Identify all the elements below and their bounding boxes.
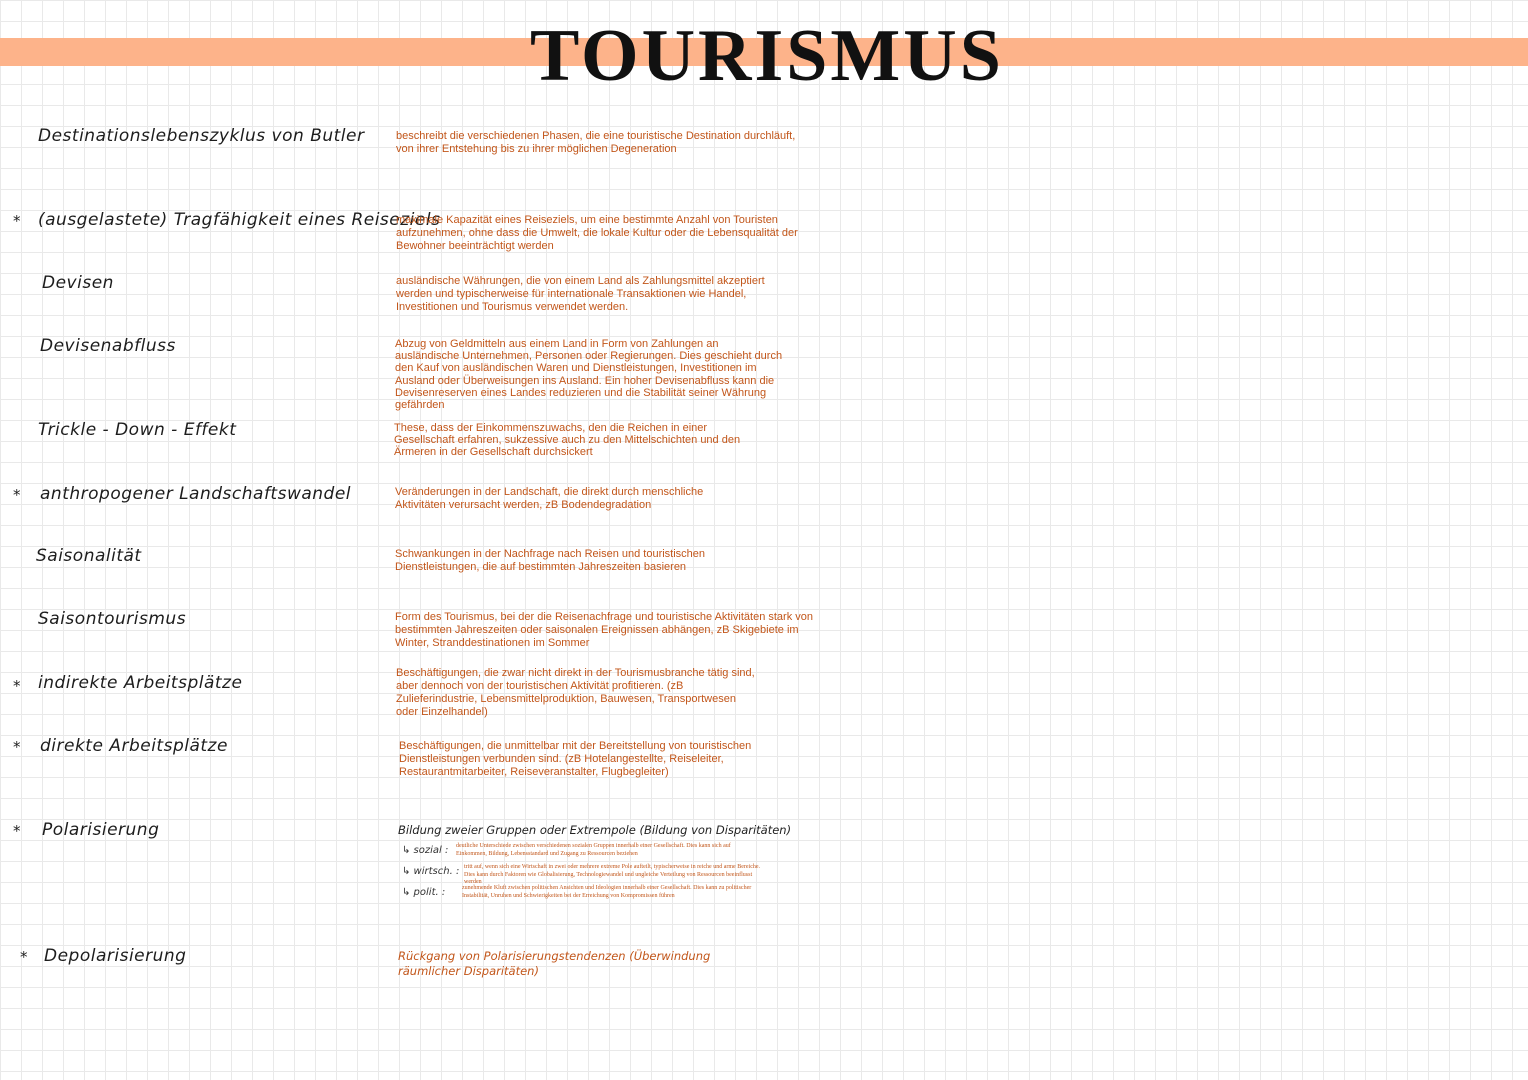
sub-label: ↳ sozial :: [402, 845, 449, 856]
term: direkte Arbeitsplätze: [40, 736, 228, 756]
asterisk-marker: *: [13, 738, 21, 756]
asterisk-marker: *: [13, 212, 21, 230]
asterisk-marker: *: [13, 677, 21, 695]
definition: ausländische Währungen, die von einem Land als Zahlungsmittel akzeptiert werden und typischerweise für internationale Transaktionen wie Handel, Investitionen und Tourismus verwendet werden.: [396, 275, 765, 313]
sub-item-sozial: [398, 843, 778, 864]
term: Devisenabfluss: [40, 336, 176, 356]
definition: maximale Kapazität eines Reiseziels, um eine bestimmte Anzahl von Touristen aufzunehmen, ohne dass die Umwelt, die lokale Kultur oder die Lebensqualität der Bewohner beeinträchtigt werden: [396, 214, 798, 252]
term: (ausgelastete) Tragfähigkeit eines Reiseziels: [38, 210, 441, 230]
definition: Beschäftigungen, die zwar nicht direkt in der Tourismusbranche tätig sind, aber dennoch von der touristischen Aktivität profitieren. (zB Zulieferindustrie, Lebensmittelproduktion, Bauwesen, Transportwesen oder Einzelhandel): [396, 667, 755, 718]
definition: These, dass der Einkommenszuwachs, den die Reichen in einer Gesellschaft erfahren, sukzessive auch zu den Mittelschichten und den Ärmeren in der Gesellschaft durchsickert: [394, 422, 741, 459]
asterisk-marker: *: [13, 486, 21, 504]
sub-text: deutliche Unterschiede zwischen verschiedenen sozialen Gruppen innerhalb einer Gesellschaft. Dies kann sich auf Einkommen, Bildung, Lebensstandard und Zugang zu Ressourcen beziehen: [456, 843, 731, 857]
definition: Schwankungen in der Nachfrage nach Reisen und touristischen Dienstleistungen, die auf bestimmten Jahreszeiten basieren: [395, 548, 706, 573]
asterisk-marker: *: [13, 822, 21, 840]
term: Saisonalität: [36, 546, 142, 566]
polarisierung-intro: Bildung zweier Gruppen oder Extrempole (Bildung von Disparitäten): [398, 823, 792, 837]
term: indirekte Arbeitsplätze: [38, 673, 243, 693]
polarisierung-detail: [398, 823, 792, 906]
term: Saisontourismus: [38, 609, 187, 629]
term: Devisen: [42, 273, 114, 293]
term: Destinationslebenszyklus von Butler: [38, 126, 365, 146]
definition: Form des Tourismus, bei der die Reisenachfrage und touristische Aktivitäten stark von bestimmten Jahreszeiten oder saisonalen Ereignissen abhängen, zB Skigebiete im Winter, Stranddestinationen im Sommer: [395, 611, 813, 649]
term: anthropogener Landschaftswandel: [40, 484, 352, 504]
asterisk-marker: *: [20, 948, 28, 966]
term: Trickle - Down - Effekt: [38, 420, 237, 440]
definition: Rückgang von Polarisierungstendenzen (Überwindung räumlicher Disparitäten): [398, 949, 711, 978]
sub-label: ↳ polit. :: [402, 887, 446, 898]
term: Polarisierung: [42, 820, 160, 840]
definition: Veränderungen in der Landschaft, die direkt durch menschliche Aktivitäten verursacht werden, zB Bodendegradation: [395, 486, 704, 511]
sub-item-wirtschaftlich: [398, 864, 778, 885]
page-title: TOURISMUS: [530, 15, 1004, 97]
sub-label: ↳ wirtsch. :: [402, 866, 460, 877]
sub-text: tritt auf, wenn sich eine Wirtschaft in zwei oder mehrere extreme Pole aufteilt, typischerweise in reiche und arme Bereiche. Dies kann durch Faktoren wie Globalisierung, Technologiewandel und ungleiche Verteilung von Ressourcen beeinflusst werden: [464, 864, 761, 885]
definition: beschreibt die verschiedenen Phasen, die eine touristische Destination durchläuft, von ihrer Entstehung bis zu ihrer möglichen Degeneration: [396, 130, 796, 155]
sub-text: zunehmende Kluft zwischen politischen Ansichten und Ideologien innerhalb einer Gesellschaft. Dies kann zu politischer Instabilität, Unruhen und Schwierigkeiten bei der Erreichung von Kompromissen führen: [462, 885, 752, 899]
sub-item-politisch: [398, 885, 778, 906]
polarisierung-sublist: [398, 843, 778, 906]
term: Depolarisierung: [44, 946, 187, 966]
definition: Abzug von Geldmitteln aus einem Land in Form von Zahlungen an ausländische Unternehmen, Personen oder Regierungen. Dies geschieht durch den Kauf von ausländischen Waren und Dienstleistungen, Investitionen im Ausland oder Überweisungen ins Ausland. Ein hoher Devisenabfluss kann die Devisenreserven eines Landes reduzieren und die Stabilität seiner Währung gefährden: [395, 338, 783, 412]
definition: Beschäftigungen, die unmittelbar mit der Bereitstellung von touristischen Dienstleistungen verbunden sind. (zB Hotelangestellte, Reiseleiter, Restaurantmitarbeiter, Reiseveranstalter, Flugbegleiter): [399, 740, 752, 778]
